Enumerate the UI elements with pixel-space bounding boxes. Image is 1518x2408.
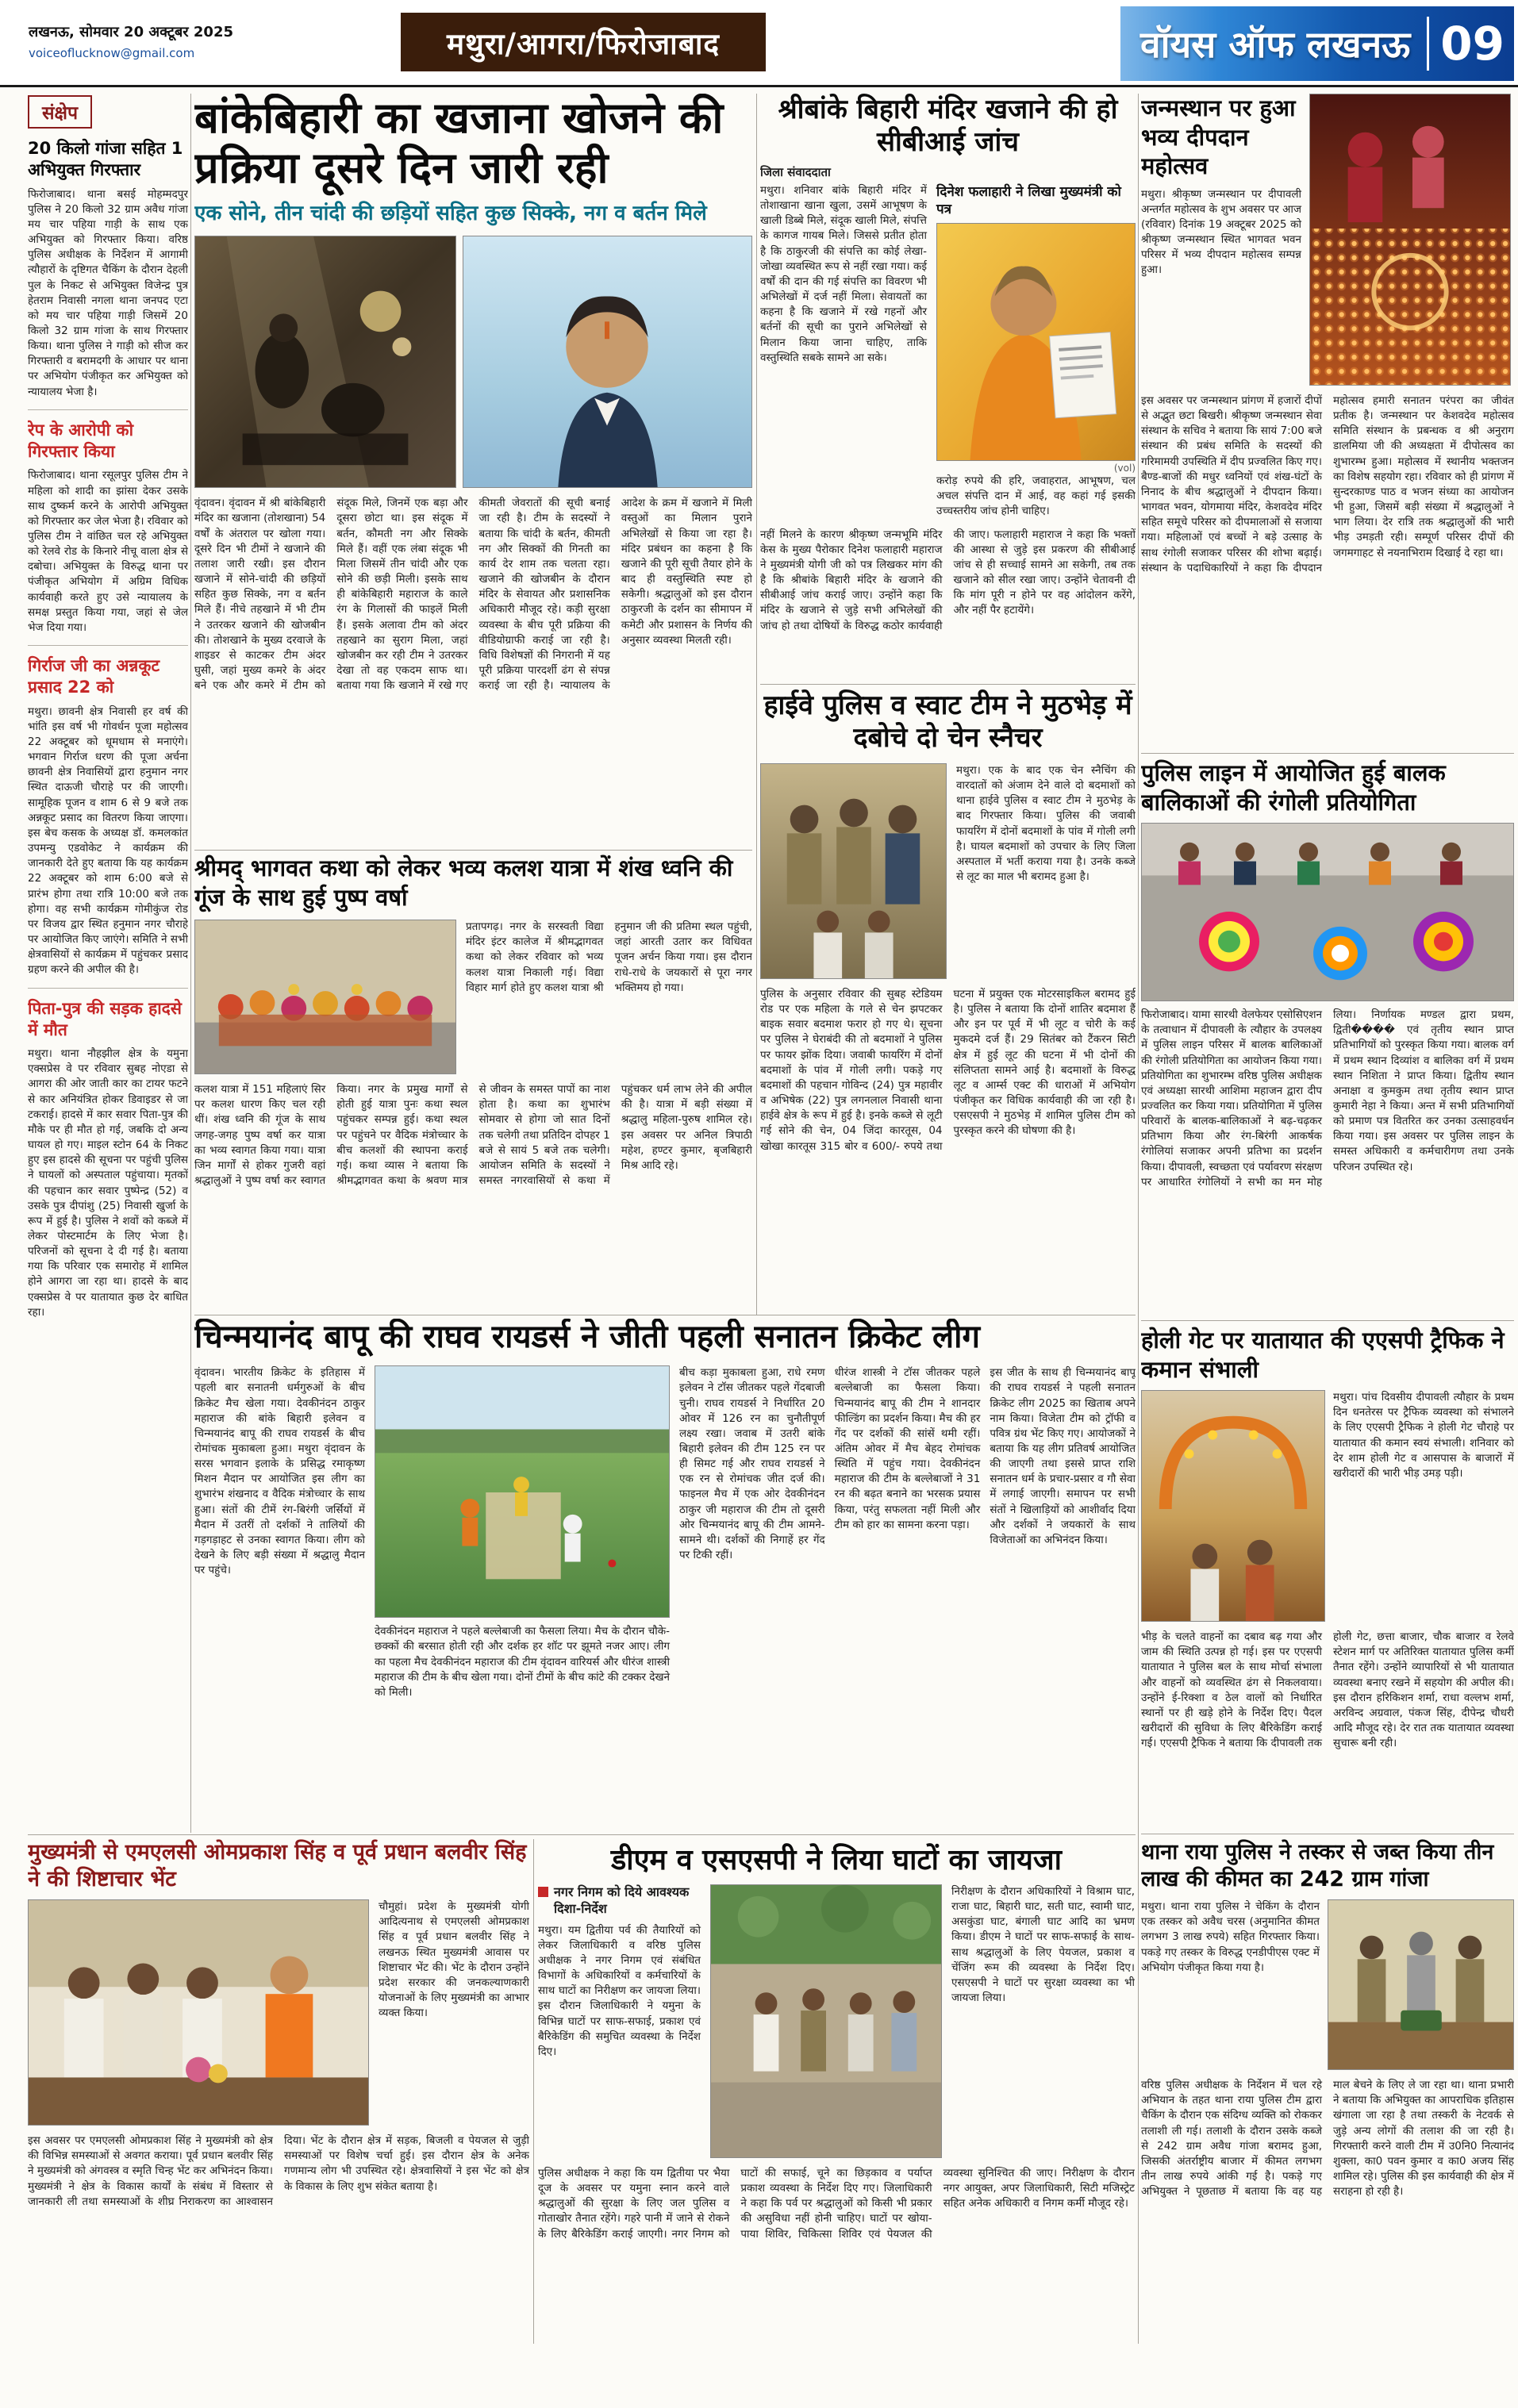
article-columns (194, 1365, 1136, 1700)
article-body-bottom: भीड़ के चलते वाहनों का दबाव बढ़ गया और जाम की स्थिति उत्पन्न हो गई। इस पर एएसपी यातायात ने पुलिस बल के साथ मोर्चा संभाला और वाहनों को व्यवस्थित ढंग से निकलवाया। उन्होंने ई-रिक्शा व ठेल वालों को निर्धारित स्थानों पर ही खड़े होने के निर्देश दिए। पैदल खरीदारों की सुविधा के लिए बैरिकेडिंग कराई गई। एएसपी ट्रैफिक ने बताया कि दीपावली तक होली गेट, छत्ता बाजार, चौक बाजार व रेलवे स्टेशन मार्ग पर अतिरिक्त यातायात पुलिस कर्मी तैनात रहेंगे। उन्होंने व्यापारियों से भी यातायात व्यवस्था बनाए रखने में सहयोग की अपील की। इस दौरान हरिकिशन शर्मा, राधा वल्लभ शर्मा, अरविन्द अग्रवाल, पंकज सिंह, दीपेन्द्र चौधरी आदि मौजूद रहे। देर रात तक यातायात व्यवस्था सुचारू बनी रही। (1141, 1630, 1514, 1750)
article-subhead: एक सोने, तीन चांदी की छड़ियों सहित कुछ सिक्के, नग व बर्तन मिले (194, 202, 707, 226)
brief-headline: 20 किलो गांजा सहित 1 अभियुक्त गिरफ्तार (28, 139, 183, 180)
article-body-bottom: वरिष्ठ पुलिस अधीक्षक के निर्देशन में चल रहे अभियान के तहत थाना राया पुलिस टीम द्वारा चैकिंग के दौरान एक संदिग्ध व्यक्ति को रोककर तलाशी ली गई। तलाशी के दौरान उसके कब्जे से 242 ग्राम अवैध गांजा बरामद हुआ, जिसकी अंतर्राष्ट्रीय बाजार में कीमत लगभग तीन लाख रुपये आंकी गई है। पकड़े गए अभियुक्त ने पूछताछ में बताया कि वह यह माल बेचने के लिए ले जा रहा था। थाना प्रभारी ने बताया कि अभियुक्त का आपराधिक इतिहास खंगाला जा रहा है तथा तस्करी के नेटवर्क से जुड़े अन्य लोगों की तलाश की जा रही है। गिरफ्तारी करने वाली टीम में उ0नि0 नित्यानंद शुक्ला, का0 पवन कुमार व का0 अजय सिंह शामिल रहे। पुलिस की इस कार्यवाही की क्षेत्र में सराहना हो रही है। (1141, 2079, 1514, 2199)
column-rule (533, 1839, 534, 2344)
article-headline: मुख्यमंत्री से एमएलसी ओमप्रकाश सिंह व पूर्व प्रधान बलवीर सिंह ने की शिष्टाचार भेंट (28, 1840, 527, 1892)
article-body-bottom: पुलिस के अनुसार रविवार की सुबह स्टेडियम रोड पर एक महिला के गले से चेन झपटकर बाइक सवार बदमाश फरार हो गए थे। सूचना पर पुलिस ने घेराबंदी की तो बदमाशों ने पुलिस पर फायर झोंक दिया। जवाबी फायरिंग में दोनों बदमाशों के पांव में गोली लगी। पकड़े गए बदमाशों की पहचान गोविन्द (24) पुत्र महावीर व अभिषेक (22) पुत्र लगनलाल निवासी थाना हाईवे क्षेत्र के रूप में हुई है। इनके कब्जे से लूटी गई सोने की चेन, 04 जिंदा कारतूस, 04 खोखा कारतूस 315 बोर व 600/- रुपये तथा घटना में प्रयुक्त एक मोटरसाइकिल बरामद हुई है। पुलिस ने बताया कि दोनों शातिर बदमाश हैं और इन पर पूर्व में भी लूट व चोरी के कई मुकदमे दर्ज हैं। 29 सितंबर को टैंकरन सिटी क्षेत्र में हुई लूट की घटना में भी दोनों की संलिप्तता सामने आई है। बदमाशों के विरुद्ध लूट व आर्म्स एक्ट की धाराओं में अभियोग पंजीकृत कर विधिक कार्यवाही की जा रही है। एसएसपी ने मुठभेड़ में शामिल पुलिस टीम को पुरस्कृत करने की घोषणा की है। (760, 987, 1136, 1153)
section-rule (194, 850, 752, 851)
ghat-inspection-illustration (711, 1885, 941, 2157)
article-body-col2: देवकीनंदन महाराज ने पहले बल्लेबाजी का फैसला लिया। मैच के दौरान चौके-छक्कों की बरसात होती रही और दर्शक हर शॉट पर झूमते नजर आए। लीग का पहला मैच देवकीनंदन महाराज की टीम वृंदावन वारियर्स और धीरंज शास्त्री महाराज की टीम के बीच खेला गया। दोनों टीमों के बीच कांटे की टक्कर देखने को मिली। (375, 1625, 670, 1699)
article-body-bottom: पुलिस अधीक्षक ने कहा कि यम द्वितीया पर भैया दूज के अवसर पर यमुना स्नान करने वाले श्रद्धालुओं की सुरक्षा के लिए जल पुलिस व गोताखोर तैनात रहेंगे। गहरे पानी में जाने से रोकने के लिए बैरिकेडिंग कराई जाएगी। नगर निगम को घाटों की सफाई, चूने का छिड़काव व पर्याप्त प्रकाश व्यवस्था के निर्देश दिए गए। जिलाधिकारी ने कहा कि पर्व पर श्रद्धालुओं को किसी भी प्रकार की असुविधा नहीं होनी चाहिए। घाटों पर खोया-पाया शिविर, चिकित्सा शिविर एवं पेयजल की व्यवस्था सुनिश्चित की जाए। निरीक्षण के दौरान नगर आयुक्त, अपर जिलाधिकारी, सिटी मजिस्ट्रेट सहित अनेक अधिकारी व निगम कर्मी मौजूद रहे। (538, 2167, 1135, 2241)
article-deepdan (1141, 94, 1514, 749)
holigate-illustration (1142, 1391, 1324, 1621)
article-cricket-league (194, 1319, 1136, 1833)
article-ganja-seizure (1141, 1839, 1514, 2344)
official-portrait-illustration (463, 236, 751, 487)
rangoli-contest-illustration (1142, 824, 1513, 1000)
article-holigate-traffic (1141, 1326, 1514, 1827)
article-body-right: करोड़ रुपये की हरि, जवाहरात, आभूषण, चल अचल संपत्ति दान में आई, वह कहां गई इसकी उच्चस्तरीय जांच होनी चाहिए। (936, 474, 1136, 518)
brief-headline: रेप के आरोपी को गिरफ्तार किया (28, 420, 134, 462)
brief-body: फिरोजाबाद। थाना बसई मोहम्मदपुर पुलिस ने 20 किलो 32 ग्राम अवैध गांजा मय चार पहिया गाड़ी के साथ एक अभियुक्त को गिरफ्तार किया। वरिष्ठ पुलिस अधीक्षक के निर्देशन में आगामी त्यौहारों के दृष्टिगत चैकिंग के दौरान देहली पुल के निकट से अभियुक्त विजेन्द्र पुत्र हेतराम निवासी नगला थाना जनपद एटा को मय चार पहिया गाड़ी जिसमें 20 किलो 32 ग्राम गांजा के साथ गिरफ्तार किया। थाना पुलिस ने गाड़ी को सीज कर गिरफ्तारी व बरामदगी के आधार पर थाना पर अभियोग पंजीकृत कर अभियुक्त को न्यायालय भेजा है। (28, 187, 188, 398)
masthead (1120, 6, 1514, 81)
section-rule (1141, 753, 1514, 754)
date-line: लखनऊ, सोमवार 20 अक्टूबर 2025 (29, 24, 233, 40)
article-columns (538, 1884, 1135, 2158)
article-cbi-demand (760, 94, 1136, 682)
article-body-side: प्रतापगढ़। नगर के सरस्वती विद्या मंदिर इंटर कालेज में श्रीमद्भागवत कथा को लेकर रविवार को भव्य कलश यात्रा निकाली गई। विद्या विहार मार्ग होते हुए कलश यात्रा श्री हनुमान जी की प्रतिमा स्थल पहुंची, जहां आरती उतार कर विधिवत पूजन अर्चन किया गया। इस दौरान राधे-राधे के जयकारों से पूरा नगर भक्तिमय हो गया। (466, 920, 752, 994)
article-body-side: मथुरा। एक के बाद एक चेन स्नैचिंग की वारदातों को अंजाम देने वाले दो बदमाशों को थाना हाईवे पुलिस व स्वाट टीम ने मुठभेड़ के बाद गिरफ्तार किया। पुलिस की जवाबी फायरिंग में दोनों बदमाशों के पांव में गोली लगी है। घायल बदमाशों को उपचार के लिए जिला अस्पताल में भर्ती कराया गया है। उनके कब्जे से लूट का माल भी बरामद हुआ है। (956, 763, 1136, 884)
brief-body: फिरोजाबाद। थाना रसूलपुर पुलिस टीम ने महिला को शादी का झांसा देकर उसके साथ दुष्कर्म करने के आरोपी अभियुक्त को गिरफ्तार कर जेल भेजा है। रविवार को पुलिस टीम ने वांछित चल रहे अभियुक्त को रेलवे रोड के किनारे नीचू वाला क्षेत्र से दबोचा। अभियुक्त के विरुद्ध थाना पर पंजीकृत अभियोग में अग्रिम विधिक कार्यवाही करते हुए उसे न्यायालय के समक्ष प्रस्तुत किया गया, जहां से जेल भेज दिया गया। (28, 469, 188, 634)
article-headline: हाईवे पुलिस व स्वाट टीम ने मुठभेड़ में दबोचे दो चेन स्नैचर (763, 689, 1132, 755)
photo-text-row (1141, 1390, 1514, 1622)
briefs-section-label: संक्षेप (28, 95, 92, 129)
article-body-bottom: इस अवसर पर एमएलसी ओमप्रकाश सिंह ने मुख्यमंत्री को क्षेत्र की विभिन्न समस्याओं से अवगत कराया। पूर्व प्रधान बलवीर सिंह ने मुख्यमंत्री को अंगवस्त्र व स्मृति चिन्ह भेंट कर अभिनंदन किया। मुख्यमंत्री ने क्षेत्र के विकास कार्यों के संबंध में विस्तार से जानकारी ली तथा समस्याओं के शीघ्र निराकरण का आश्वासन दिया। भेंट के दौरान क्षेत्र में सड़क, बिजली व पेयजल से जुड़ी समस्याओं पर विशेष चर्चा हुई। इस दौरान क्षेत्र के अनेक गणमान्य लोग भी उपस्थित रहे। क्षेत्रवासियों ने इस भेंट को क्षेत्र के विकास के लिए शुभ संकेत बताया है। (28, 2134, 529, 2208)
article-body-col4: धीरंज शास्त्री ने टॉस जीतकर पहले बल्लेबाजी का फैसला किया। चिन्मयानंद बापू की टीम ने शानदार फील्डिंग का प्रदर्शन किया। मैच की हर गेंद पर दर्शकों की सांसें थमी रहीं। अंतिम ओवर में मैच बेहद रोमांचक स्थिति में पहुंच गया। देवकीनंदन महाराज की टीम के बल्लेबाजों ने 31 रन की बढ़त बनाने का भरसक प्रयास किया, परंतु सफलता नहीं मिली और टीम को हार का सामना करना पड़ा। (834, 1366, 981, 1531)
article-body-col1: वृंदावन। भारतीय क्रिकेट के इतिहास में पहली बार सनातनी धर्मगुरुओं के बीच क्रिकेट मैच खेला गया। देवकीनंदन ठाकुर महाराज की बांके बिहारी इलेवन व चिन्मयानंद बापू की राघव रायडर्स के बीच रोमांचक मुकाबला हुआ। मथुरा वृंदावन के सरस भगवान इलाके के प्रसिद्ध रमाकृष्ण मिशन मैदान पर आयोजित इस लीग का शुभारंभ शंखनाद व वैदिक मंत्रोच्चार के साथ हुआ। संतों की टीमें रंग-बिरंगी जर्सियों में मैदान में उतरीं तो दर्शकों ने तालियों की गड़गड़ाहट से उनका स्वागत किया। लीग को देखने के लिए बड़ी संख्या में श्रद्धालु मैदान पर पहुंचे। (194, 1366, 365, 1577)
treasure-dig-illustration (195, 236, 455, 487)
article-body-side: मथुरा। थाना राया पुलिस ने चेकिंग के दौरान एक तस्कर को अवैध चरस (अनुमानित कीमत लगभग 3 लाख रुपये) सहित गिरफ्तार किया। पकड़े गए तस्कर के विरुद्ध एनडीपीएस एक्ट में अभियोग पंजीकृत किया गया है। (1141, 1900, 1320, 1974)
brief-item (28, 409, 188, 645)
brief-item (28, 138, 188, 409)
article-body-bottom: कलश यात्रा में 151 महिलाएं सिर पर कलश धारण किए चल रही थीं। शंख ध्वनि की गूंज के साथ जगह-जगह पुष्प वर्षा कर यात्रा का भव्य स्वागत किया गया। यात्रा जिन मार्गों से होकर गुजरी वहां श्रद्धालुओं ने पुष्प वर्षा कर स्वागत किया। नगर के प्रमुख मार्गों से होती हुई यात्रा पुनः कथा स्थल पहुंचकर सम्पन्न हुई। कथा स्थल पर पहुंचने पर वैदिक मंत्रोच्चार के बीच कलशों की स्थापना कराई गई। कथा व्यास ने बताया कि श्रीमद्भागवत कथा के श्रवण मात्र से जीवन के समस्त पापों का नाश होता है। कथा का शुभारंभ सोमवार से होगा जो सात दिनों तक चलेगी तथा प्रतिदिन दोपहर 1 बजे से सायं 5 बजे तक चलेगी। आयोजन समिति के सदस्यों ने समस्त नगरवासियों से कथा में पहुंचकर धर्म लाभ लेने की अपील की है। यात्रा में बड़ी संख्या में श्रद्धालु महिला-पुरुष शामिल रहे। इस अवसर पर अनिल त्रिपाठी महेश, हण्टर कुमार, बृजबिहारी मिश्र आदि रहे। (194, 1083, 752, 1187)
article-body-col1: मथुरा। यम द्वितीया पर्व की तैयारियों को लेकर जिलाधिकारी व वरिष्ठ पुलिस अधीक्षक ने नगर निगम एवं संबंधित विभागों के अधिकारियों व कर्मचारियों के साथ घाटों का निरीक्षण कर जायजा लिया। इस दौरान जिलाधिकारी ने यमुना के विभिन्न घाटों पर साफ-सफाई, प्रकाश एवं बैरिकेडिंग की समुचित व्यवस्था के निर्देश दिए। (538, 1923, 701, 2058)
photo-column (936, 183, 1136, 520)
article-body-left: मथुरा। शनिवार बांके बिहारी मंदिर में तोशाखाना खाना खुला, उसमें आभूषण के खाली डिब्बे मिले, संदूक खाली मिले, संपत्ति के कागज गायब मिले। जिससे प्रतीत होता है कि ठाकुरजी की संपत्ति का कोई लेखा-जोखा व्यवस्थित रूप से नहीं रखा गया। कई वर्षों की दान की गई संपत्ति का विवरण भी अभिलेखों में दर्ज नहीं मिला। सेवायतों का कहना है कि खजाने में रखे गहनों और बर्तनों की सूची का पुराने अभिलेखों से मिलान किया जाना चाहिए, ताकि वस्तुस्थिति सबके सामने आ सके। (760, 183, 927, 364)
brief-headline: पिता-पुत्र की सड़क हादसे में मौत (28, 998, 183, 1039)
rangoli-contest-photo (1141, 823, 1514, 1001)
briefs-column (28, 95, 188, 1833)
photo-text-row (194, 920, 752, 1074)
article-headline: डीएम व एसएसपी ने लिया घाटों का जायजा (611, 1844, 1062, 1876)
article-headline: पुलिस लाइन में आयोजित हुई बालक बालिकाओं की रंगोली प्रतियोगिता (1141, 759, 1446, 816)
priest-letter-photo (936, 223, 1136, 461)
photo-row (194, 236, 752, 488)
photo-text-row (1141, 1899, 1514, 2070)
cm-meeting-photo (28, 1899, 369, 2126)
article-kalash-yatra (194, 854, 752, 1312)
deepdan-lamps-illustration (1310, 94, 1510, 385)
brief-item (28, 988, 188, 1330)
column-rule (1138, 94, 1139, 2344)
article-body-col3: बीच कड़ा मुकाबला हुआ, राधे रमण इलेवन ने टॉस जीतकर पहले गेंदबाजी चुनी। राघव रायडर्स ने निर्धारित 20 ओवर में 126 रन का चुनौतीपूर्ण लक्ष्य रखा। जवाब में उतरी बांके बिहारी इलेवन की टीम 125 रन पर ही सिमट गई और राघव रायडर्स ने एक रन से रोमांचक जीत दर्ज की। फाइनल मैच में एक ओर देवकीनंदन ठाकुर जी महाराज की टीम तो दूसरी ओर चिन्मयानंद बापू की टीम आमने-सामने थी। दर्शकों की निगाहें हर गेंद पर टिकी रहीं। (679, 1366, 825, 1562)
article-body-bottom: इस अवसर पर जन्मस्थान प्रांगण में हजारों दीपों से अद्भुत छटा बिखरी। श्रीकृष्ण जन्मस्थान सेवा संस्थान के सचिव ने बताया कि सायं 7:00 बजे संस्थान की प्रबंध समिति के सदस्यों की गरिमामयी उपस्थिति में दीप प्रज्वलित किए गए। बैण्ड-बाजों की मधुर ध्वनियों एवं शंख-घंटों के निनाद के बीच श्रद्धालुओं ने दीपदान किया। भागवत भवन, योगमाया मंदिर, केशवदेव मंदिर सहित समूचे परिसर को दीपमालाओं से सजाया गया। महिलाओं एवं बच्चों ने बड़े उत्साह के साथ रंगोली सजाकर परिसर की शोभा बढ़ाई। संस्थान के पदाधिकारियों ने कहा कि दीपदान महोत्सव हमारी सनातन परंपरा का जीवंत प्रतीक है। जन्मस्थान पर केशवदेव महोत्सव समिति संस्थान के प्रबन्धक व श्री अनुराग डालमिया जी की अध्यक्षता में दीपोत्सव का शुभारम्भ हुआ। महोत्सव में स्थानीय भक्तजन का विशेष सहयोग रहा। रविवार को ही प्रांगण में सुन्दरकाण्ड पाठ व भजन संध्या का आयोजन भी हुआ, जिसमें बड़ी संख्या में श्रद्धालुओं ने भाग लिया। देर रात्रि तक श्रद्धालुओं की भारी भीड़ उमड़ती रही। सम्पूर्ण परिसर दीपों की जगमगाहट से नयनाभिराम दिखाई दे रहा था। (1141, 394, 1514, 574)
section-rule (1141, 1320, 1514, 1321)
masthead-title: वॉयस ऑफ लखनऊ (1140, 23, 1411, 66)
article-headline: जन्मस्थान पर हुआ भव्य दीपदान महोत्सव (1141, 94, 1296, 180)
ghat-inspection-photo (710, 1884, 942, 2158)
cricket-match-photo (375, 1365, 670, 1618)
article-body-bottom: नहीं मिलने के कारण श्रीकृष्ण जन्मभूमि मंदिर केस के मुख्य पैरोकार दिनेश फलाहारी महाराज ने मुख्यमंत्री योगी जी को पत्र लिखकर मांग की है कि श्रीबांके बिहारी मंदिर के खजाने की सीबीआई जांच कराई जाए। उन्होंने कहा कि मंदिर के खजाने से जुड़े सभी अभिलेखों की जांच हो तथा दोषियों के विरुद्ध कठोर कार्यवाही की जाए। फलाहारी महाराज ने कहा कि भक्तों की आस्था से जुड़े इस प्रकरण की सीबीआई जांच से ही सच्चाई सामने आ सकेगी, तब तक खजाने को सील रखा जाए। उन्होंने चेतावनी दी कि मांग पूरी न होने पर वह आंदोलन करेंगे, और नहीं पैर हटायेंगे। (760, 528, 1136, 632)
holigate-photo (1141, 1390, 1325, 1622)
article-headline: श्रीबांके बिहारी मंदिर खजाने की हो सीबीआई जांच (778, 94, 1118, 159)
column-rule (756, 94, 757, 1315)
article-body-side: चौमुहां। प्रदेश के मुख्यमंत्री योगी आदित्यनाथ से एमएलसी ओमप्रकाश सिंह व पूर्व प्रधान बलवीर सिंह ने लखनऊ स्थित मुख्यमंत्री आवास पर शिष्टाचार भेंट की। भेंट के दौरान उन्होंने प्रदेश सरकार की जनकल्याणकारी योजनाओं के लिए मुख्यमंत्री का आभार व्यक्त किया। (379, 1900, 529, 2020)
page-number: 09 (1427, 17, 1505, 71)
photo-text-row (1141, 94, 1514, 386)
article-rangoli (1141, 759, 1514, 1314)
article-body-side: मथुरा। श्रीकृष्ण जन्मस्थान पर दीपावली अन्तर्गत महोत्सव के शुभ अवसर पर आज (रविवार) दिनांक 19 अक्टूबर 2025 को श्रीकृष्ण जन्मस्थान स्थित भागवत भवन परिसर में भव्य दीपदान महोत्सव सम्पन्न हुआ। (1141, 187, 1301, 277)
region-tab: मथुरा/आगरा/फिरोजाबाद (401, 13, 766, 71)
cricket-match-illustration (375, 1366, 669, 1617)
article-headline: होली गेट पर यातायात की एएसपी ट्रैफिक ने कमान संभाली (1141, 1327, 1505, 1383)
police-arrest-photo (760, 763, 947, 979)
kalash-yatra-illustration (195, 920, 455, 1073)
column-rule (190, 94, 191, 1833)
article-kicker (538, 1884, 701, 1918)
article-ghat-inspection (538, 1839, 1135, 2344)
article-body-col2: निरीक्षण के दौरान अधिकारियों ने विश्राम घाट, राजा घाट, बिहारी घाट, सती घाट, स्वामी घाट, असकुंडा घाट, बंगाली घाट आदि का भ्रमण किया। डीएम ने घाटों पर साफ-सफाई के साथ-साथ श्रद्धालुओं के लिए पेयजल, प्रकाश व चेंजिंग रूम की व्यवस्था के निर्देश दिए। एसएसपी ने घाटों पर सुरक्षा व्यवस्था का भी जायजा लिया। (951, 1885, 1135, 2005)
article-kicker: दिनेश फलाहारी ने लिखा मुख्यमंत्री को पत्र (936, 183, 1121, 218)
photo-text-row (760, 763, 1136, 979)
deepdan-lamps-photo (1309, 94, 1511, 386)
kicker-column (538, 1884, 701, 2158)
byline-row (760, 164, 1136, 180)
article-columns (760, 183, 1136, 520)
ganja-seizure-illustration (1328, 1900, 1513, 2069)
brief-body: मथुरा। थाना नौहझील क्षेत्र के यमुना एक्सप्रेस वे पर रविवार सुबह नोएडा से आगरा की ओर जाती कार का टायर फटने से कार अनियंत्रित होकर डिवाइडर से जा टकराई। हादसे में कार सवार पिता-पुत्र की मौके पर ही मौत हो गई, जबकि दो अन्य घायल हो गए। माइल स्टोन 64 के निकट हुए इस हादसे की सूचना पर पहुंची पुलिस ने घायलों को अस्पताल पहुंचाया। मृतकों की पहचान कार सवार पुष्पेन्द्र (52) व उसके पुत्र दीपांशु (25) निवासी खुर्जा के रूप में हुई है। पुलिस ने शवों को कब्जे में लेकर पोस्टमार्टम के लिए भेजा है। परिजनों को सूचना दे दी गई है। बताया गया कि परिवार एक समारोह में शामिल होने आगरा जा रहा था। हादसे के बाद एक्सप्रेस वे पर यातायात कुछ देर बाधित रहा। (28, 1047, 188, 1319)
article-headline: बांकेबिहारी का खजाना खोजने की प्रक्रिया दूसरे दिन जारी रही (194, 94, 724, 193)
police-arrest-illustration (761, 764, 946, 978)
article-body-col5: इस जीत के साथ ही चिन्मयानंद बापू की राघव रायडर्स ने पहली सनातन क्रिकेट लीग 2025 का खिताब अपने नाम किया। विजेता टीम को ट्रॉफी व पवित्र ग्रंथ भेंट किए गए। आयोजकों ने बताया कि यह लीग प्रतिवर्ष आयोजित की जाएगी तथा इससे प्राप्त राशि सनातन धर्म के प्रचार-प्रसार व गौ सेवा में लगाई जाएगी। समापन पर सभी संतों ने खिलाड़ियों को आशीर्वाद दिया और दर्शकों ने जयकारों के साथ विजेताओं का अभिनंदन किया। (990, 1366, 1136, 1546)
kalash-yatra-photo (194, 920, 456, 1074)
brief-item (28, 645, 188, 987)
byline: जिला संवाददाता (760, 164, 831, 179)
brief-body: मथुरा। छावनी क्षेत्र निवासी हर वर्ष की भांति इस वर्ष भी गोवर्धन पूजा महोत्सव 22 अक्टूबर को धूमधाम से मनाएंगे। भगवान गिर्राज धरण की पूजा अर्चना छावनी क्षेत्र निवासियों द्वारा हनुमान नगर स्थित दाऊजी चौराहे पर की जाएगी। सामूहिक पूजन व शाम 6 से 9 बजे तक अन्नकूट प्रसाद का वितरण किया जाएगा। इस बेच कसक के अध्यक्ष डॉ. कमलकांत उपमन्यु एडवोकेट ने कार्यक्रम की जानकारी देते हुए बताया कि यह कार्यक्रम 22 अक्टूबर को शाम 6:00 बजे से प्रारंभ होगा तथा रात्रि 10:00 बजे तक होगा। वह सभी कार्यक्रम गोमीकुंज रोड पर विजय द्वार स्थित हनुमान नगर चौराहे पर आयोजित किए जाएंगे। समिति ने सभी क्षेत्रवासियों से कार्यक्रम में पहुंचकर प्रसाद ग्रहण करने की अपील की है। (28, 705, 188, 977)
article-headline: थाना राया पुलिस ने तस्कर से जब्त किया तीन लाख की कीमत का 242 ग्राम गांजा (1141, 1840, 1494, 1892)
official-portrait-photo (463, 236, 752, 488)
article-headline: चिन्मयानंद बापू की राघव रायडर्स ने जीती पहली सनातन क्रिकेट लीग (194, 1319, 981, 1355)
article-body: वृंदावन। वृंदावन में श्री बांकेबिहारी मंदिर का खजाना (तोशखाना) 54 वर्षों के अंतराल पर खोला गया। दूसरे दिन भी टीमों ने खजाने की तलाश जारी रखी। इस दौरान खजाने में सोने-चांदी की छड़ियों सहित कुछ सिक्के, नग व बर्तन मिले हैं। नीचे तहखाने में भी टीम ने उतरकर खजाने की खोजबीन की। तोशखाने के मुख्य दरवाजे के शाइडर से काटकर टीम अंदर घुसी, जहां मुख्य कमरे के अंदर बने एक और कमरे में टीम को संदूक मिले, जिनमें एक बड़ा और दूसरा छोटा था। इस संदूक में बर्तन, कौमती नग और सिक्के मिले हैं। वहीं एक लंबा संदूक भी मिला जिसमें तीन चांदी और एक सोने की छड़ी मिली। इसके साथ ही बांकेबिहारी महाराज के काले रंग के गिलासों की फाइलें मिली हैं। इसके अलावा टीम को अंदर तहखाने का सुराग मिला, जहां खोजबीन कर रही टीम ने उतरकर देखा तो वह एकदम साफ था। बताया गया कि खजाने में रखे गए कीमती जेवरातों की सूची बनाई जा रही है। टीम के सदस्यों ने बताया कि चांदी के बर्तन, कीमती नग और सिक्कों की गिनती का कार्य देर शाम तक चलता रहा। खजाने की खोजबीन के दौरान मंदिर के सेवायत और प्रशासनिक अधिकारी मौजूद रहे। कड़ी सुरक्षा व्यवस्था के बीच पूरी प्रक्रिया की वीडियोग्राफी कराई जा रही है। विधि विशेषज्ञों की निगरानी में यह पूरी प्रक्रिया पारदर्शी ढंग से संपन्न कराई जा रही है। न्यायालय के आदेश के क्रम में खजाने में मिली वस्तुओं का मिलान पुराने अभिलेखों से किया जा रहा है। मंदिर प्रबंधन का कहना है कि खजाने की पूरी सूची तैयार होने के बाद ही वस्तुस्थिति स्पष्ट हो सकेगी। श्रद्धालुओं को इस दौरान ठाकुरजी के दर्शन का सीमापन में कमेटी और प्रशासन के निर्णय की अनुसार व्यवस्था मिलती रही। (194, 497, 752, 693)
photo-text-row (28, 1899, 529, 2126)
headline-column (1141, 94, 1301, 386)
brief-headline: गिर्राज जी का अन्नकूट प्रसाद 22 को (28, 656, 160, 697)
article-headline: श्रीमद् भागवत कथा को लेकर भव्य कलश यात्रा में शंख ध्वनि की गूंज के साथ हुई पुष्प वर्षा (194, 855, 733, 911)
section-rule (28, 1834, 1136, 1835)
cm-meeting-illustration (29, 1900, 368, 2125)
page-header (0, 0, 1518, 87)
priest-letter-illustration (937, 224, 1135, 460)
article-cm-meet (28, 1839, 529, 2344)
kicker-text: नगर निगम को दिये आवश्यक दिशा-निर्देश (554, 1884, 690, 1916)
photo-column (375, 1365, 670, 1700)
article-body-side: मथुरा। पांच दिवसीय दीपावली त्यौहार के प्रथम दिन धनतेरस पर ट्रैफिक व्यवस्था को संभालने के लिए एएसपी ट्रैफिक ने होली गेट चौराहे पर यातायात की कमान स्वयं संभाली। शनिवार को देर शाम होली गेट व आसपास के बाजारों में खरीदारों की भारी भीड़ उमड़ पड़ी। (1333, 1391, 1514, 1480)
photo-caption: (vol) (1113, 463, 1136, 474)
section-rule (760, 684, 1136, 685)
article-chain-snatchers (760, 689, 1136, 1313)
article-body: फिरोजाबाद। यामा सारथी वेलफेयर एसोसिएशन के तत्वाधान में दीपावली के त्यौहार के उपलक्ष्य में पुलिस लाइन परिसर में बालक बालिकाओं की रंगोली प्रतियोगिता का आयोजन किया गया। प्रतियोगिता का शुभारम्भ वरिष्ठ पुलिस अधीक्षक एवं अध्यक्षा सारथी आशिमा महाजन द्वारा दीप प्रज्वलित कर किया गया। प्रतियोगिता में पुलिस परिवारों के बालक-बालिकाओं ने बढ़-चढ़कर प्रतिभाग किया और रंग-बिरंगी आकर्षक रंगोलियां सजाकर अपनी प्रतिभा का प्रदर्शन किया। दीपावली, स्वच्छता एवं पर्यावरण संरक्षण पर आधारित रंगोलियों ने सभी का मन मोह लिया। निर्णायक मण्डल द्वारा प्रथम, द्विती���� एवं तृतीय स्थान प्राप्त प्रतिभागियों को पुरस्कृत किया गया। बालक वर्ग में प्रथम स्थान दिव्यांश व बालिका वर्ग में प्रथम स्थान निशिता ने प्राप्त किया। द्वितीय स्थान अनाक्षा व कुमकुम तथा तृतीय स्थान प्राप्त कुमारी नेहा ने किया। अन्त में सभी प्रतिभागियों को प्रमाण पत्र वितरित कर उनका उत्साहवर्धन किया गया। इस अवसर पर पुलिस लाइन के समस्त अधिकारी व कर्मचारीगण तथा उनके परिजन उपस्थित रहे। (1141, 1008, 1514, 1189)
bullet-icon (538, 1887, 548, 1897)
article-treasure (194, 94, 752, 849)
treasure-dig-photo (194, 236, 456, 488)
ganja-seizure-photo (1328, 1899, 1514, 2070)
email-line: voiceoflucknow@gmail.com (29, 46, 195, 60)
